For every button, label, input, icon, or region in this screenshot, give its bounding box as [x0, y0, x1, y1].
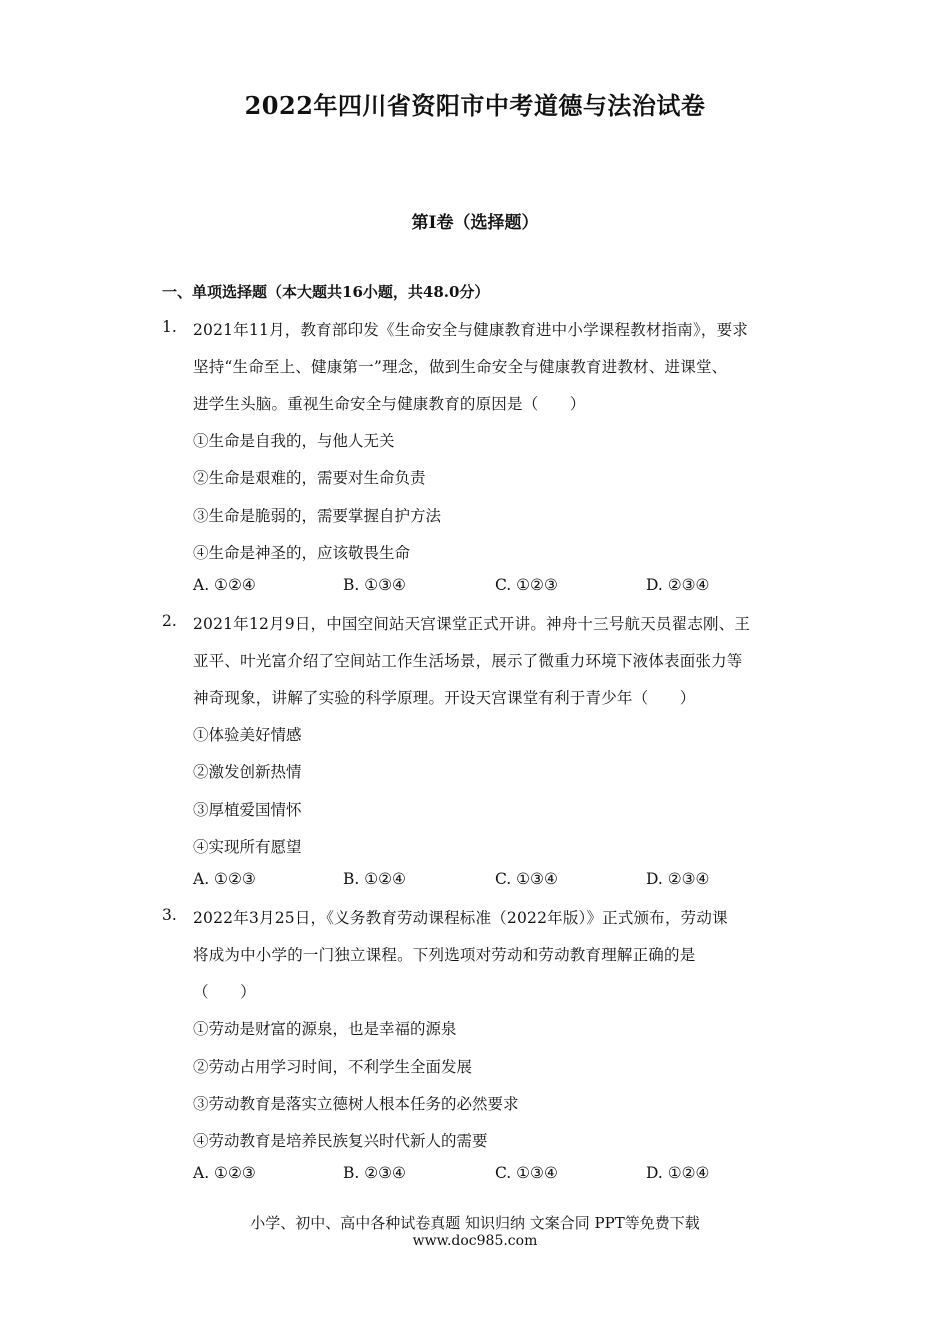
question-stem-line: 进学生头脑。重视生命安全与健康教育的原因是（ ）: [193, 395, 586, 413]
footer-promo-text: 小学、初中、高中各种试卷真题 知识归纳 文案合同 PPT等免费下载: [250, 1214, 700, 1232]
statement-item: ②劳动占用学习时间，不利学生全面发展: [193, 1058, 473, 1076]
option-b: B. ①②④: [343, 870, 406, 888]
statement-item: ③劳动教育是落实立德树人根本任务的必然要求: [193, 1095, 519, 1113]
statement-item: ④实现所有愿望: [193, 838, 302, 856]
statement-item: ②激发创新热情: [193, 763, 302, 781]
footer-url: www.doc985.com: [412, 1233, 538, 1249]
option-d: D. ②③④: [646, 870, 710, 888]
question-stem-line: 2021年12月9日，中国空间站天宫课堂正式开讲。神舟十三号航天员翟志刚、王: [193, 615, 751, 633]
statement-item: ②生命是艰难的，需要对生命负责: [193, 469, 426, 487]
option-a: A. ①②③: [193, 1164, 256, 1182]
option-d: D. ①②④: [646, 1164, 710, 1182]
statement-item: ④劳动教育是培养民族复兴时代新人的需要: [193, 1132, 488, 1150]
statement-item: ①劳动是财富的源泉，也是幸福的源泉: [193, 1020, 457, 1038]
option-c: C. ①③④: [495, 1164, 558, 1182]
question-stem-line: （ ）: [193, 983, 256, 1001]
option-c: C. ①②③: [495, 576, 558, 594]
question-number: 3.: [162, 906, 177, 924]
question-stem-line: 神奇现象，讲解了实验的科学原理。开设天宫课堂有利于青少年（ ）: [193, 689, 696, 707]
question-stem-line: 将成为中小学的一门独立课程。下列选项对劳动和劳动教育理解正确的是: [193, 946, 696, 964]
option-d: D. ②③④: [646, 576, 710, 594]
option-c: C. ①③④: [495, 870, 558, 888]
question-stem-line: 2022年3月25日，《义务教育劳动课程标准（2022年版）》正式颁布，劳动课: [193, 909, 728, 927]
question-stem-line: 亚平、叶光富介绍了空间站工作生活场景，展示了微重力环境下液体表面张力等: [193, 652, 743, 670]
statement-item: ③厚植爱国情怀: [193, 801, 302, 819]
question-stem-line: 坚持“生命至上、健康第一”理念，做到生命安全与健康教育进教材、进课堂、: [193, 358, 728, 376]
statement-item: ③生命是脆弱的，需要掌握自护方法: [193, 507, 442, 525]
statement-item: ④生命是神圣的，应该敬畏生命: [193, 544, 411, 562]
question-number: 2.: [162, 612, 177, 630]
statement-item: ①体验美好情感: [193, 726, 302, 744]
question-number: 1.: [162, 318, 177, 336]
option-b: B. ②③④: [343, 1164, 406, 1182]
statement-item: ①生命是自我的，与他人无关: [193, 432, 395, 450]
part-title: 第I卷（选择题）: [411, 213, 539, 233]
option-b: B. ①③④: [343, 576, 406, 594]
section-heading: 一、单项选择题（本大题共16小题，共48.0分）: [162, 283, 490, 301]
option-a: A. ①②④: [193, 576, 256, 594]
document-title: 2022年四川省资阳市中考道德与法治试卷: [244, 91, 706, 120]
question-stem-line: 2021年11月，教育部印发《生命安全与健康教育进中小学课程教材指南》，要求: [193, 321, 749, 339]
option-a: A. ①②③: [193, 870, 256, 888]
